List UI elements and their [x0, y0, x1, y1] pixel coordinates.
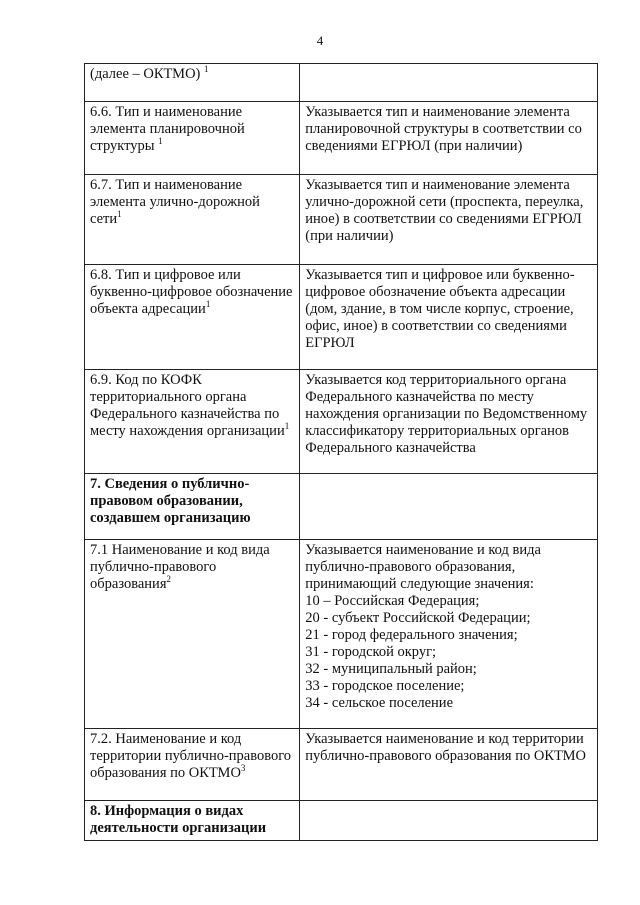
- field-description-cell: Указывается тип и цифровое или буквенно-цифровое обозначение объекта адресации (дом, здание, в том числе корпус, строение, офис, иное) в соответствии со сведениями ЕГРЮЛ: [300, 265, 598, 370]
- value-option: 31 - городской округ;: [305, 644, 437, 660]
- value-option: 33 - городское поселение;: [305, 678, 465, 694]
- section-heading: 8. Информация о видах деятельности организации: [85, 801, 300, 841]
- value-option: 32 - муниципальный район;: [305, 661, 477, 677]
- field-description-cell: [300, 474, 598, 540]
- field-description-cell: [300, 64, 598, 102]
- table-row: [85, 729, 598, 801]
- field-description-cell: [300, 540, 598, 729]
- field-name-cell: 6.8. Тип и цифровое или буквенно-цифровое обозначение объекта адресации$^1$: [85, 265, 300, 370]
- field-description-cell: Указывается наименование и код территории публично-правового образования по ОКТМО: [300, 729, 598, 801]
- field-name-cell: 7.1 Наименование и код вида публично-правового образования$^2$: [85, 540, 300, 729]
- field-description-cell: Указывается тип и наименование элемента планировочной структуры в соответствии со сведениями ЕГРЮЛ (при наличии): [300, 102, 598, 175]
- requirements-table: [84, 63, 598, 841]
- footnote-ref: 1: [205, 299, 211, 309]
- field-description-cell: Указывается код территориального органа Федерального казначейства по месту нахождения организации по Ведомственному классификатору территориальных органов Федерального казначейства: [300, 370, 598, 474]
- table-row: [85, 265, 598, 370]
- table-row: [85, 540, 598, 729]
- field-name-cell: 6.7. Тип и наименование элемента улично-дорожной сети$^1$: [85, 175, 300, 265]
- value-option: 10 – Российская Федерация;: [305, 593, 480, 609]
- field-name-cell: 6.9. Код по КОФК территориального органа Федерального казначейства по месту нахождения организации$^1$: [85, 370, 300, 474]
- description-intro: Указывается наименование и код вида публично-правового образования, принимающий следующие значения:: [305, 542, 541, 592]
- footnote-ref: 1: [204, 64, 209, 74]
- table-row: [85, 102, 598, 175]
- section-header-row: [85, 801, 598, 841]
- field-description-cell: Указывается тип и наименование элемента улично-дорожной сети (проспекта, переулка, иное) в соответствии со сведениями ЕГРЮЛ (при наличии): [300, 175, 598, 265]
- field-name-cell: 6.6. Тип и наименование элемента планировочной структуры $^1$: [85, 102, 300, 175]
- table-row: [85, 64, 598, 102]
- value-option: 21 - город федерального значения;: [305, 627, 518, 643]
- field-name-cell: (далее – ОКТМО) $^1$: [85, 64, 300, 102]
- section-heading: 7. Сведения о публично-правовом образовании, создавшем организацию: [85, 474, 300, 540]
- value-option: 20 - субъект Российской Федерации;: [305, 610, 531, 626]
- table-row: [85, 175, 598, 265]
- footnote-ref: 3: [240, 763, 246, 773]
- footnote-ref: 1: [158, 136, 163, 146]
- value-option: 34 - сельское поселение: [305, 695, 454, 711]
- field-name-cell: 7.2. Наименование и код территории публично-правового образования по ОКТМО$^3$: [85, 729, 300, 801]
- field-description-cell: [300, 801, 598, 841]
- section-header-row: [85, 474, 598, 540]
- footnote-ref: 1: [117, 209, 122, 219]
- table-row: [85, 370, 598, 474]
- footnote-ref: 2: [166, 574, 171, 584]
- footnote-ref: 1: [284, 421, 290, 431]
- page-number: 4: [316, 33, 324, 48]
